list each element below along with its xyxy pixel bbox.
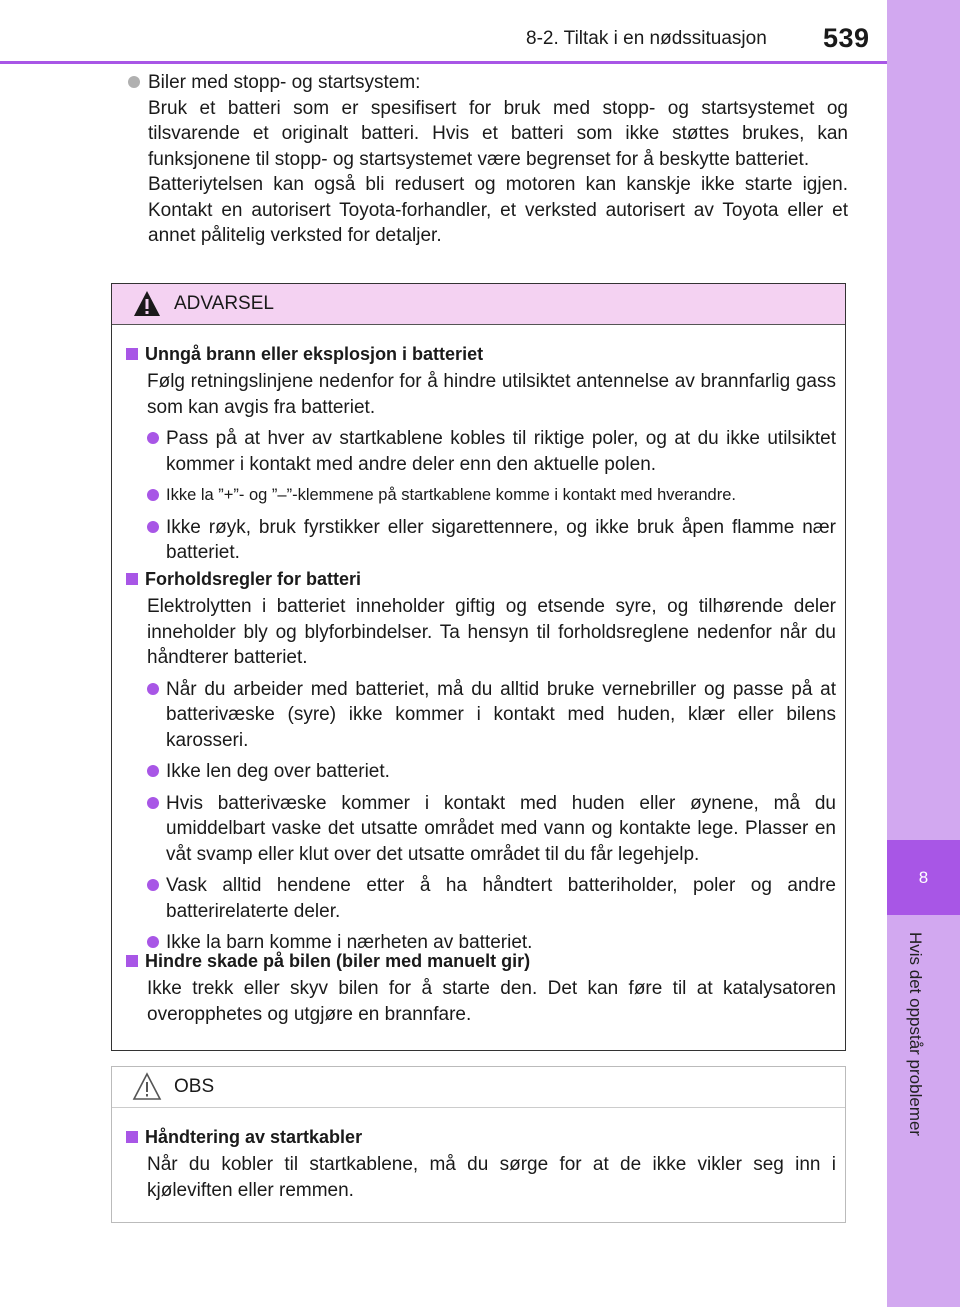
list-item: Ikke la barn komme i nærheten av batteriet. <box>126 930 836 956</box>
chapter-number-tab: 8 <box>887 840 960 915</box>
note-box <box>111 1066 846 1223</box>
bullet-dot <box>147 879 159 891</box>
section-heading-text: Forholdsregler for batteri <box>145 568 362 589</box>
bullet-dot <box>147 936 159 948</box>
list-item: Når du arbeider med batteriet, må du alltid bruke vernebriller og passe på at batterivæske (syre) ikke kommer i kontakt med huden, klær eller bilens karosseri. <box>126 677 836 754</box>
square-bullet-icon <box>126 348 138 360</box>
bullet-dot <box>147 432 159 444</box>
bullet-dot <box>147 797 159 809</box>
header-rule <box>0 61 887 64</box>
bullet-dot <box>147 683 159 695</box>
intro-lead: Biler med stopp- og startsystem: <box>148 72 421 93</box>
intro-paragraph-2: Batteriytelsen kan også bli redusert og motoren kan kanskje ikke starte igjen. Kontakt en autorisert Toyota-forhandler, et verksted autorisert av Toyota eller et annet pålitelig verksted for detaljer. <box>148 174 848 246</box>
list-item: Vask alltid hendene etter å ha håndtert batteriholder, poler og andre batterirelaterte deler. <box>126 873 836 924</box>
bullet-dot <box>147 521 159 533</box>
section-heading <box>126 1125 836 1149</box>
list-item: Ikke la ”+”- og ”–”-klemmene på startkablene komme i kontakt med hverandre. <box>126 483 836 509</box>
list-item: Hvis batterivæske kommer i kontakt med huden eller øynene, må du umiddelbart vaske det utsatte området med vann og kontakte lege. Plasser en våt svamp eller klut over det utsatte området til du får legehjelp. <box>126 791 836 868</box>
note-section <box>126 1125 836 1203</box>
warning-icon <box>132 289 162 319</box>
section-heading <box>126 949 836 973</box>
chapter-title: Hvis det oppstår problemer <box>906 932 925 1137</box>
page-number: 539 <box>823 23 870 53</box>
section-title: 8-2. Tiltak i en nødssituasjon <box>526 28 767 49</box>
list-item: Ikke røyk, bruk fyrstikker eller sigarettennere, og ikke bruk åpen flamme nær batteriet. <box>126 515 836 566</box>
note-label: OBS <box>174 1076 215 1097</box>
section-heading-text: Hindre skade på bilen (biler med manuelt gir) <box>145 950 531 971</box>
section-text: Følg retningslinjene nedenfor for å hindre utilsiktet antennelse av brannfarlig gass som kan avgis fra batteriet. <box>147 371 836 418</box>
section-heading-text: Håndtering av startkabler <box>145 1126 363 1147</box>
caution-icon <box>132 1072 162 1102</box>
warning-section-battery <box>126 567 836 956</box>
intro-block <box>128 70 848 249</box>
section-heading-text: Unngå brann eller eksplosjon i batteriet <box>145 343 484 364</box>
section-heading <box>126 567 836 591</box>
list-item: Pass på at hver av startkablene kobles til riktige poler, og at du ikke utilsiktet kommer i kontakt med andre deler enn den aktuelle polen. <box>126 426 836 477</box>
intro-paragraph-1: Bruk et batteri som er spesifisert for bruk med stopp- og startsystemet og tilsvarende et originalt batteri. Hvis et batteri som ikke støttes brukes, kan funksjonene til stopp- og startsystemet være begrenset for å beskytte batteriet. <box>148 97 848 170</box>
square-bullet-icon <box>126 1131 138 1143</box>
note-header <box>112 1067 845 1108</box>
section-text: Ikke trekk eller skyv bilen for å starte den. Det kan føre til at katalysatoren overopphetes og utgjøre en brannfare. <box>147 978 836 1025</box>
section-text: Elektrolytten i batteriet inneholder giftig og etsende syre, og tilhørende deler inneholder bly og blyforbindelser. Ta hensyn til forholdsreglene nedenfor når du håndterer batteriet. <box>147 596 836 668</box>
section-text: Når du kobler til startkablene, må du sørge for at de ikke vikler seg inn i kjøleviften eller remmen. <box>147 1154 836 1201</box>
warning-section-manual <box>126 949 836 1027</box>
square-bullet-icon <box>126 955 138 967</box>
list-item: Ikke len deg over batteriet. <box>126 759 836 785</box>
section-heading <box>126 342 836 366</box>
bullet-dot <box>147 765 159 777</box>
warning-box <box>111 283 846 1051</box>
bullet-dot <box>147 489 159 501</box>
square-bullet-icon <box>126 573 138 585</box>
warning-label: ADVARSEL <box>174 293 274 314</box>
warning-header <box>112 284 845 325</box>
warning-section-fire <box>126 342 836 566</box>
